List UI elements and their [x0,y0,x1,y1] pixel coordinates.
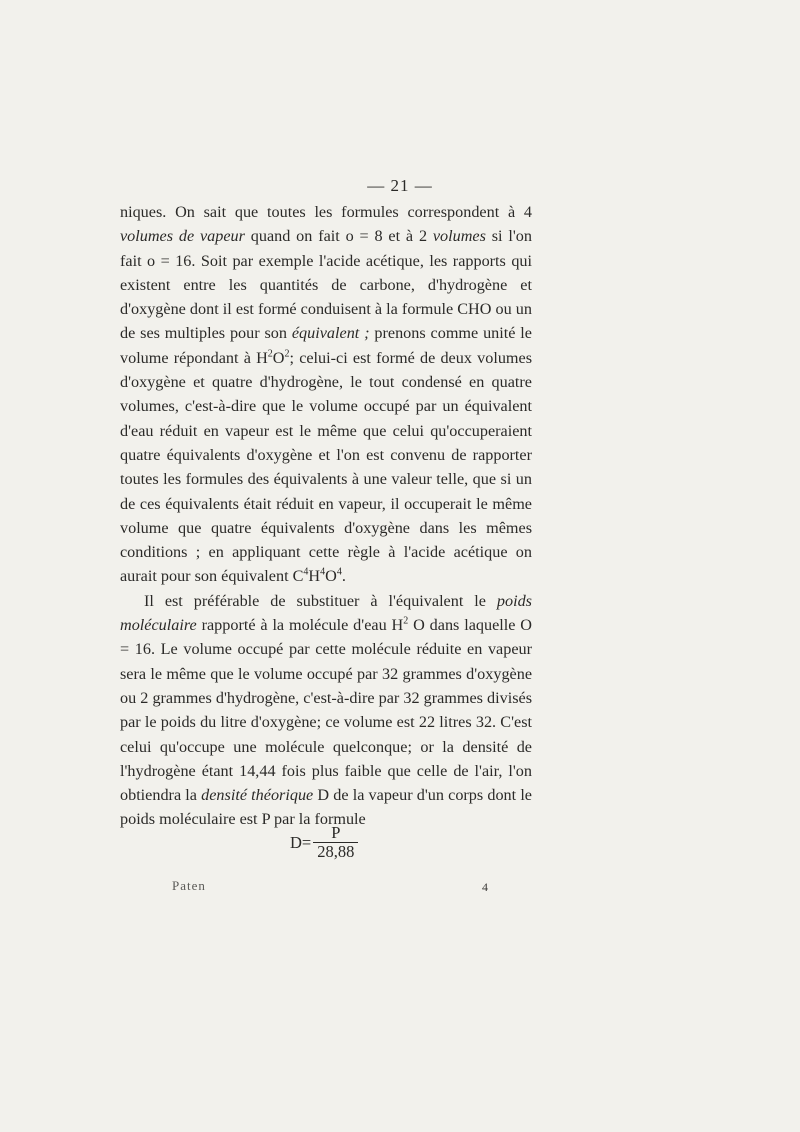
density-formula [290,824,358,861]
signature-mark: 4 [482,880,488,894]
text-run: O dans laquelle O = 16. Le volume occupé par cette molécule réduite en vapeur sera le même que le volume occupé par 32 grammes d'oxygène ou 2 grammes d'hydrogène, c'est-à-dire par 32 grammes divisés par le poids du litre d'oxygène; ce volume est 22 litres 32. C'est celui qu'occupe une molécule quelconque; or la densité de l'hydrogène étant 14,44 fois plus faible que celle de l'air, l'on obtiendra la [120,616,532,805]
italic-term: volumes de vapeur [120,227,245,246]
text-run: niques. On sait que toutes les formules correspondent à 4 [120,203,532,221]
printer-signature: Paten [172,878,206,893]
body-text [120,200,532,832]
text-run: rapporté à la molécule d'eau H [196,616,404,635]
italic-term: poids moléculaire [120,591,532,635]
text-run: . [341,567,346,586]
text-run: O [272,348,285,367]
italic-term: équivalent ; [291,324,370,343]
page-number: — 21 — [367,176,433,195]
superscript: 4 [336,567,342,579]
italic-term: volumes [432,227,486,246]
text-run: si l'on fait o = 16. Soit par exemple l'acide acétique, les rapports qui existent entre les quantités de carbone, d'hydrogène et d'oxygène dont il est formé conduisent à la formule CHO ou un de ses multiples pour son [120,227,532,343]
superscript: 2 [284,348,290,360]
text-run: ; celui-ci est formé de deux volumes d'oxygène et quatre d'hydrogène, le tout condensé en quatre volumes, c'est-à-dire que le volume occupé par un équivalent d'eau réduit en vapeur est le même que celui qu'occuperaient quatre équivalents d'oxygène et l'on est convenu de rapporter toutes les formules des équivalents à une valeur telle, que si un de ces équivalents était réduit en vapeur, il occuperait le même volume que quatre équivalents d'oxygène dans les mêmes conditions ; en appliquant cette règle à l'acide acétique on aurait pour son équivalent C [120,348,532,586]
formula-lhs: D= [290,832,312,852]
superscript: 4 [303,567,309,579]
text-run: H [308,567,321,586]
italic-term: densité théorique [201,786,314,805]
text-run: D de la vapeur d'un corps dont le poids moléculaire est P par la formule [120,786,532,829]
formula-denominator: 28,88 [313,842,358,861]
text-run: quand on fait o = 8 et à 2 [244,227,433,246]
superscript: 2 [403,615,409,627]
text-run: prenons comme unité le volume répondant à H [120,324,532,367]
paragraph-1 [120,200,532,589]
formula-fraction [313,824,358,861]
text-run: O [325,567,337,586]
paragraph-2 [120,589,532,832]
superscript: 2 [267,348,273,360]
formula-numerator: P [331,823,341,842]
text-run: Il est préférable de substituer à l'équivalent le [144,591,497,610]
superscript: 4 [320,567,326,579]
